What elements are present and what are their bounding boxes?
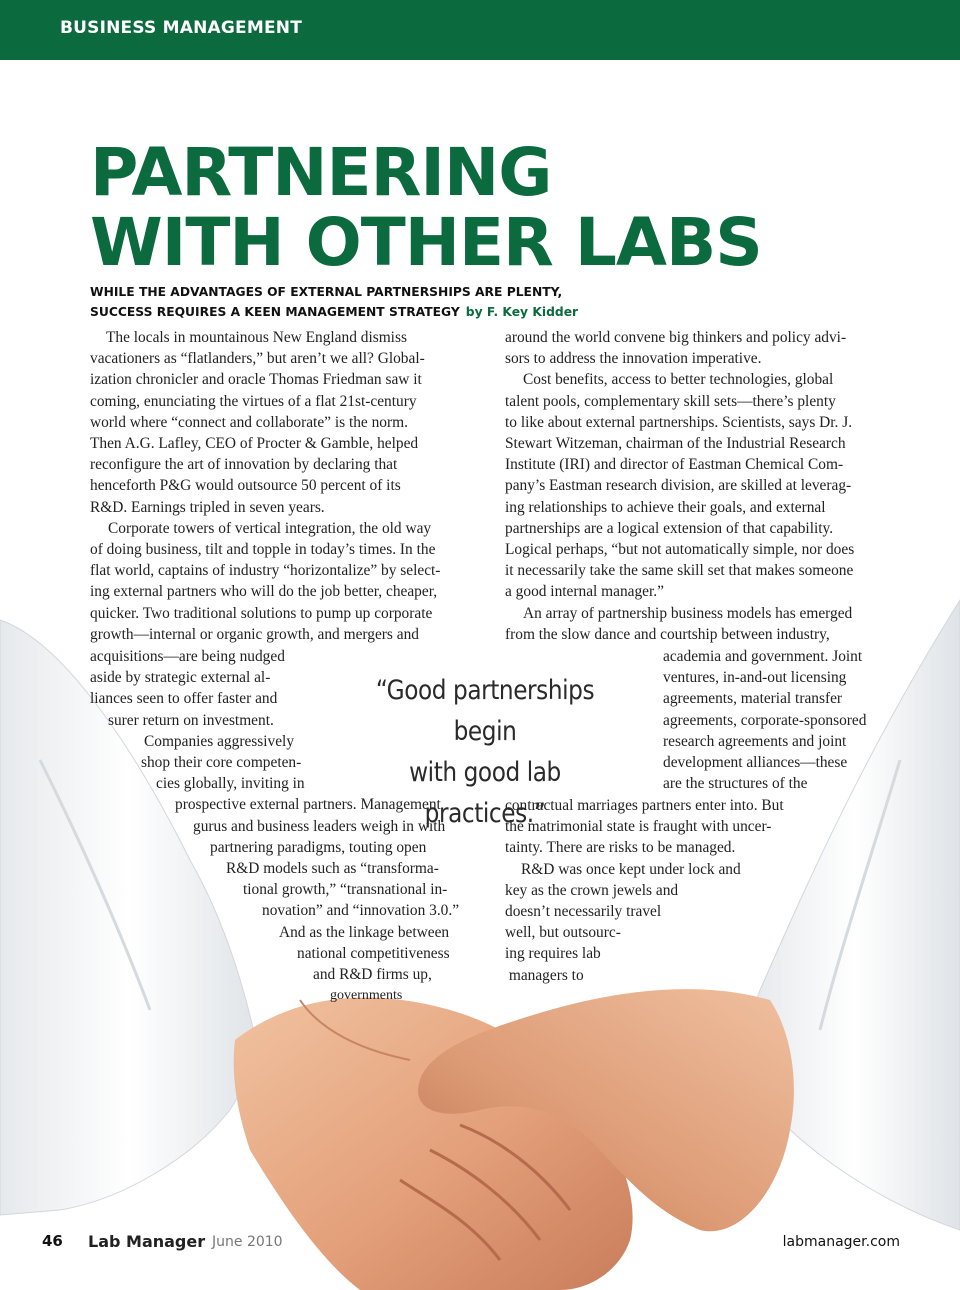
text-line: acquisitions—are being nudged — [90, 648, 285, 665]
text-line: ventures, in-and-out licensing — [663, 669, 847, 687]
issue-date: June 2010 — [212, 1234, 283, 1250]
article-headline — [90, 134, 762, 281]
text-line: tional growth,” “transnational in- — [243, 881, 448, 899]
right-column-wrap — [663, 646, 903, 794]
text-line: novation” and “innovation 3.0.” — [262, 902, 460, 920]
page-number: 46 — [42, 1232, 63, 1250]
text-line: ing external partners who will do the job better, cheaper, — [90, 583, 438, 601]
text-line: talent pools, complementary skill sets—there’s plenty — [505, 392, 836, 410]
text-line: Companies aggressively — [144, 732, 295, 750]
text-line: well, but outsourc- — [505, 924, 621, 942]
text-line: cies globally, inviting in — [156, 775, 305, 793]
text-line: Corporate towers of vertical integration, the old way — [108, 519, 432, 537]
text-line: R&D. Earnings tripled in seven years. — [90, 498, 325, 516]
text-line: Cost benefits, access to better technologies, global — [523, 371, 834, 389]
text-line: flat world, captains of industry “horizontalize” by select- — [90, 562, 441, 580]
text-line: and R&D firms up, — [313, 966, 432, 984]
text-line: doesn’t necessarily travel — [505, 903, 662, 921]
text-line: prospective external partners. Management — [175, 796, 441, 814]
text-line: An array of partnership business models has emerged — [523, 604, 853, 622]
text-line: Institute (IRI) and director of Eastman Chemical Com- — [505, 456, 844, 474]
text-line: partnering paradigms, touting open — [210, 838, 427, 856]
text-line: The locals in mountainous New England dismiss — [106, 329, 407, 346]
text-line: R&D was once kept under lock and — [521, 860, 741, 878]
text-line: R&D models such as “transforma- — [226, 860, 439, 878]
text-line: ization chronicler and oracle Thomas Friedman saw it — [90, 371, 422, 389]
text-line: governments — [330, 988, 403, 1004]
pull-quote — [352, 670, 619, 834]
text-line: managers to — [505, 966, 584, 984]
text-line: Logical perhaps, “but not automatically simple, nor does — [505, 541, 855, 559]
dek-line-2 — [90, 302, 578, 322]
text-line: tainty. There are risks to be managed. — [505, 839, 736, 857]
text-line: surer return on investment. — [108, 711, 274, 729]
text-line: aside by strategic external al- — [90, 669, 271, 687]
headline-line-2: WITH OTHER LABS — [90, 204, 762, 281]
text-line: partnerships are a logical extension of that capability. — [505, 519, 834, 537]
magazine-name: Lab Manager — [88, 1232, 206, 1251]
text-line: shop their core competen- — [141, 754, 302, 772]
dek-line-1: WHILE THE ADVANTAGES OF EXTERNAL PARTNERSHIPS ARE PLENTY, — [90, 285, 563, 299]
text-line: a good internal manager.” — [505, 583, 664, 601]
text-line: And as the linkage between — [279, 923, 450, 941]
text-line: development alliances—these — [663, 754, 848, 772]
dek-line-2-text: SUCCESS REQUIRES A KEEN MANAGEMENT STRATEGY — [90, 305, 460, 319]
text-line: academia and government. Joint — [663, 648, 863, 665]
text-line: growth—internal or organic growth, and mergers and — [90, 625, 419, 643]
section-header-bar — [0, 0, 960, 60]
pull-quote-line-2: with good lab practices.” — [409, 757, 561, 829]
text-line: coming, enunciating the virtues of a flat 21st-century — [90, 392, 417, 410]
text-line: pany’s Eastman research division, are skilled at leverag- — [505, 477, 852, 495]
article-dek — [90, 282, 578, 322]
text-line: key as the crown jewels and — [505, 881, 679, 899]
pull-quote-line-1: “Good partnerships begin — [375, 675, 595, 747]
text-line: to like about external partnerships. Scientists, says Dr. J. — [505, 413, 853, 431]
text-line: ing requires lab — [505, 945, 601, 963]
text-line: world where “connect and collaborate” is the norm. — [90, 413, 408, 431]
headline-line-1: PARTNERING — [90, 134, 552, 211]
text-line: are the structures of the — [663, 775, 808, 793]
website-link[interactable]: labmanager.com — [782, 1234, 900, 1250]
text-line: sors to address the innovation imperative. — [505, 350, 762, 368]
text-line: vacationers as “flatlanders,” but aren’t we all? Global- — [90, 350, 425, 368]
text-line: of doing business, tilt and topple in today’s times. In the — [90, 541, 436, 559]
text-line: agreements, material transfer — [663, 690, 843, 708]
text-line: from the slow dance and courtship between industry, — [505, 625, 830, 643]
text-line: ing relationships to achieve their goals, and external — [505, 498, 826, 516]
text-line: reconfigure the art of innovation by declaring that — [90, 456, 398, 474]
text-line: Then A.G. Lafley, CEO of Procter & Gamble, helped — [90, 435, 419, 453]
byline: by F. Key Kidder — [465, 305, 579, 319]
text-line: liances seen to offer faster and — [90, 690, 278, 708]
left-column-top — [90, 327, 490, 645]
text-line: national competitiveness — [297, 944, 450, 962]
text-line: henceforth P&G would outsource 50 percent of its — [90, 477, 401, 495]
text-line: research agreements and joint — [663, 732, 847, 750]
right-column-top — [505, 327, 905, 645]
text-line: it necessarily take the same skill set that makes someone — [505, 562, 854, 580]
text-line: the matrimonial state is fraught with uncer- — [505, 818, 772, 836]
text-line: quicker. Two traditional solutions to pump up corporate — [90, 604, 433, 622]
text-line: around the world convene big thinkers and policy advi- — [505, 329, 847, 346]
text-line: gurus and business leaders weigh in with — [193, 817, 446, 835]
text-line: agreements, corporate-sponsored — [663, 711, 867, 729]
text-line: contractual marriages partners enter into. But — [505, 797, 784, 814]
text-line: Stewart Witzeman, chairman of the Industrial Research — [505, 435, 846, 453]
section-label: BUSINESS MANAGEMENT — [60, 18, 302, 38]
